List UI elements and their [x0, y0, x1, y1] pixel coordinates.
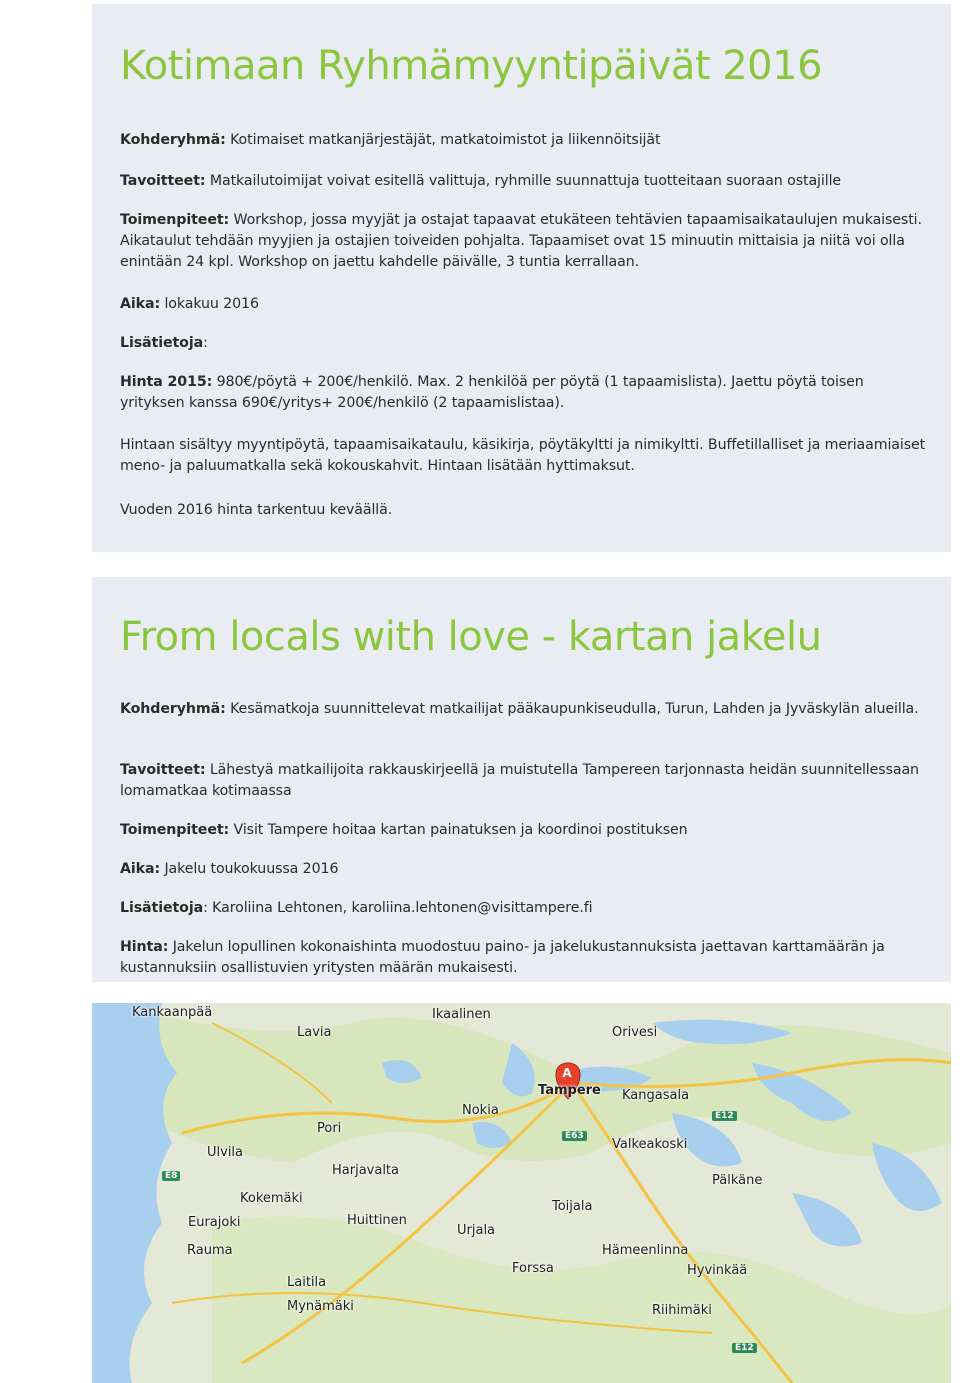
map-place-label: Pori	[317, 1121, 342, 1136]
map-road-label: E8	[162, 1171, 180, 1181]
price-note-paragraph: Vuoden 2016 hinta tarkentuu keväällä.	[120, 502, 393, 518]
kohderyhma-paragraph	[120, 130, 931, 151]
map-place-label: Valkeakoski	[612, 1137, 688, 1152]
tavoitteet-paragraph	[120, 171, 931, 192]
hinta-paragraph	[120, 937, 931, 979]
lisatietoja-paragraph	[120, 898, 931, 919]
map-place-label: Forssa	[512, 1261, 554, 1276]
hinta-text: 980€/pöytä + 200€/henkilö. Max. 2 henkilöä per pöytä (1 tapaamislista). Jaettu pöytä toisen yrityksen kanssa 690€/yritys+ 200€/henkilö (2 tapaamislistaa).	[120, 374, 864, 411]
map-place-label: Rauma	[187, 1243, 233, 1258]
tavoitteet-label: Tavoitteet:	[120, 173, 206, 189]
hinta-paragraph	[120, 372, 931, 414]
map-background	[92, 1003, 951, 1383]
section-title: Kotimaan Ryhmämyyntipäivät 2016	[120, 43, 823, 89]
hinta-label: Hinta 2015:	[120, 374, 213, 390]
includes-paragraph: Hintaan sisältyy myyntipöytä, tapaamisaikataulu, käsikirja, pöytäkyltti ja nimikyltti. Buffetillalliset ja meriaamiaiset meno- ja paluumatkalla sekä kokouskahvit. Hintaan lisätään hyttimaksut.	[120, 437, 926, 474]
section-kartan-jakelu	[92, 577, 951, 982]
aika-paragraph	[120, 859, 931, 880]
aika-paragraph	[120, 294, 931, 315]
kohderyhma-paragraph	[120, 699, 931, 720]
lisatietoja-text: :	[203, 335, 208, 351]
map-marker-label: A	[562, 1066, 572, 1080]
map-place-label: Kankaanpää	[132, 1005, 213, 1020]
toimenpiteet-text: Visit Tampere hoitaa kartan painatuksen ja koordinoi postituksen	[229, 822, 688, 838]
map-place-label: Harjavalta	[332, 1163, 399, 1178]
hinta-text: Jakelun lopullinen kokonaishinta muodostuu paino- ja jakelukustannuksista jaettavan karttamäärän ja kustannuksiin osallistuvien yritysten määrän mukaisesti.	[120, 939, 885, 976]
map-place-label: Ikaalinen	[432, 1007, 491, 1022]
aika-label: Aika:	[120, 861, 161, 877]
map-road-label: E12	[712, 1111, 737, 1121]
map-road-label: E12	[732, 1343, 757, 1353]
map-place-label: Ulvila	[207, 1145, 244, 1160]
aika-label: Aika:	[120, 296, 161, 312]
map-place-label: Toijala	[552, 1199, 593, 1214]
map-place-label: Pälkäne	[712, 1173, 763, 1188]
map-place-label: Tampere	[538, 1083, 601, 1098]
map-road-label: E63	[562, 1131, 587, 1141]
lisatietoja-label: Lisätietoja	[120, 900, 204, 916]
toimenpiteet-text: Workshop, jossa myyjät ja ostajat tapaavat etukäteen tehtävien tapaamisaikataulujen mukaisesti. Aikataulut tehdään myyjien ja ostajien toiveiden pohjalta. Tapaamiset ovat 15 minuutin mittaisia ja niitä voi olla enintään 24 kpl. Workshop on jaettu kahdelle päivälle, 3 tuntia kerrallaan.	[120, 212, 922, 270]
section-ryhmamyyntipaivat	[92, 4, 951, 552]
section-title: From locals with love - kartan jakelu	[120, 614, 822, 660]
map-place-label: Lavia	[297, 1025, 332, 1040]
aika-text: lokakuu 2016	[160, 296, 259, 312]
toimenpiteet-paragraph	[120, 820, 931, 841]
map-place-label: Nokia	[462, 1103, 499, 1118]
toimenpiteet-label: Toimenpiteet:	[120, 212, 230, 228]
kohderyhma-text: Kotimaiset matkanjärjestäjät, matkatoimistot ja liikennöitsijät	[225, 132, 661, 148]
map-place-label: Riihimäki	[652, 1303, 712, 1318]
map-place-label: Orivesi	[612, 1025, 658, 1040]
tavoitteet-text: Matkailutoimijat voivat esitellä valittuja, ryhmille suunnattuja tuotteitaan suoraan ostajille	[205, 173, 842, 189]
map-place-label: Eurajoki	[188, 1215, 241, 1230]
lisatietoja-paragraph	[120, 333, 931, 354]
map-place-label: Urjala	[457, 1223, 496, 1238]
lisatietoja-label: Lisätietoja	[120, 335, 204, 351]
tavoitteet-text: Lähestyä matkailijoita rakkauskirjeellä ja muistutella Tampereen tarjonnasta heidän suunnitellessaan lomamatkaa kotimaassa	[120, 762, 919, 799]
region-map	[92, 1003, 951, 1383]
map-place-label: Laitila	[287, 1275, 327, 1290]
map-place-label: Hämeenlinna	[602, 1243, 689, 1258]
map-place-label: Kokemäki	[240, 1191, 303, 1206]
toimenpiteet-label: Toimenpiteet:	[120, 822, 230, 838]
lisatietoja-text: : Karoliina Lehtonen, karoliina.lehtonen@visittampere.fi	[203, 900, 593, 916]
kohderyhma-text: Kesämatkoja suunnittelevat matkailijat pääkaupunkiseudulla, Turun, Lahden ja Jyväskylän alueilla.	[225, 701, 919, 717]
map-place-label: Mynämäki	[287, 1299, 354, 1314]
kohderyhma-label: Kohderyhmä:	[120, 132, 226, 148]
aika-text: Jakelu toukokuussa 2016	[160, 861, 339, 877]
map-place-label: Kangasala	[622, 1088, 690, 1103]
toimenpiteet-paragraph	[120, 210, 931, 273]
tavoitteet-label: Tavoitteet:	[120, 762, 206, 778]
tavoitteet-paragraph	[120, 760, 931, 802]
kohderyhma-label: Kohderyhmä:	[120, 701, 226, 717]
map-place-label: Hyvinkää	[687, 1263, 748, 1278]
hinta-label: Hinta:	[120, 939, 169, 955]
map-place-label: Huittinen	[347, 1213, 407, 1228]
